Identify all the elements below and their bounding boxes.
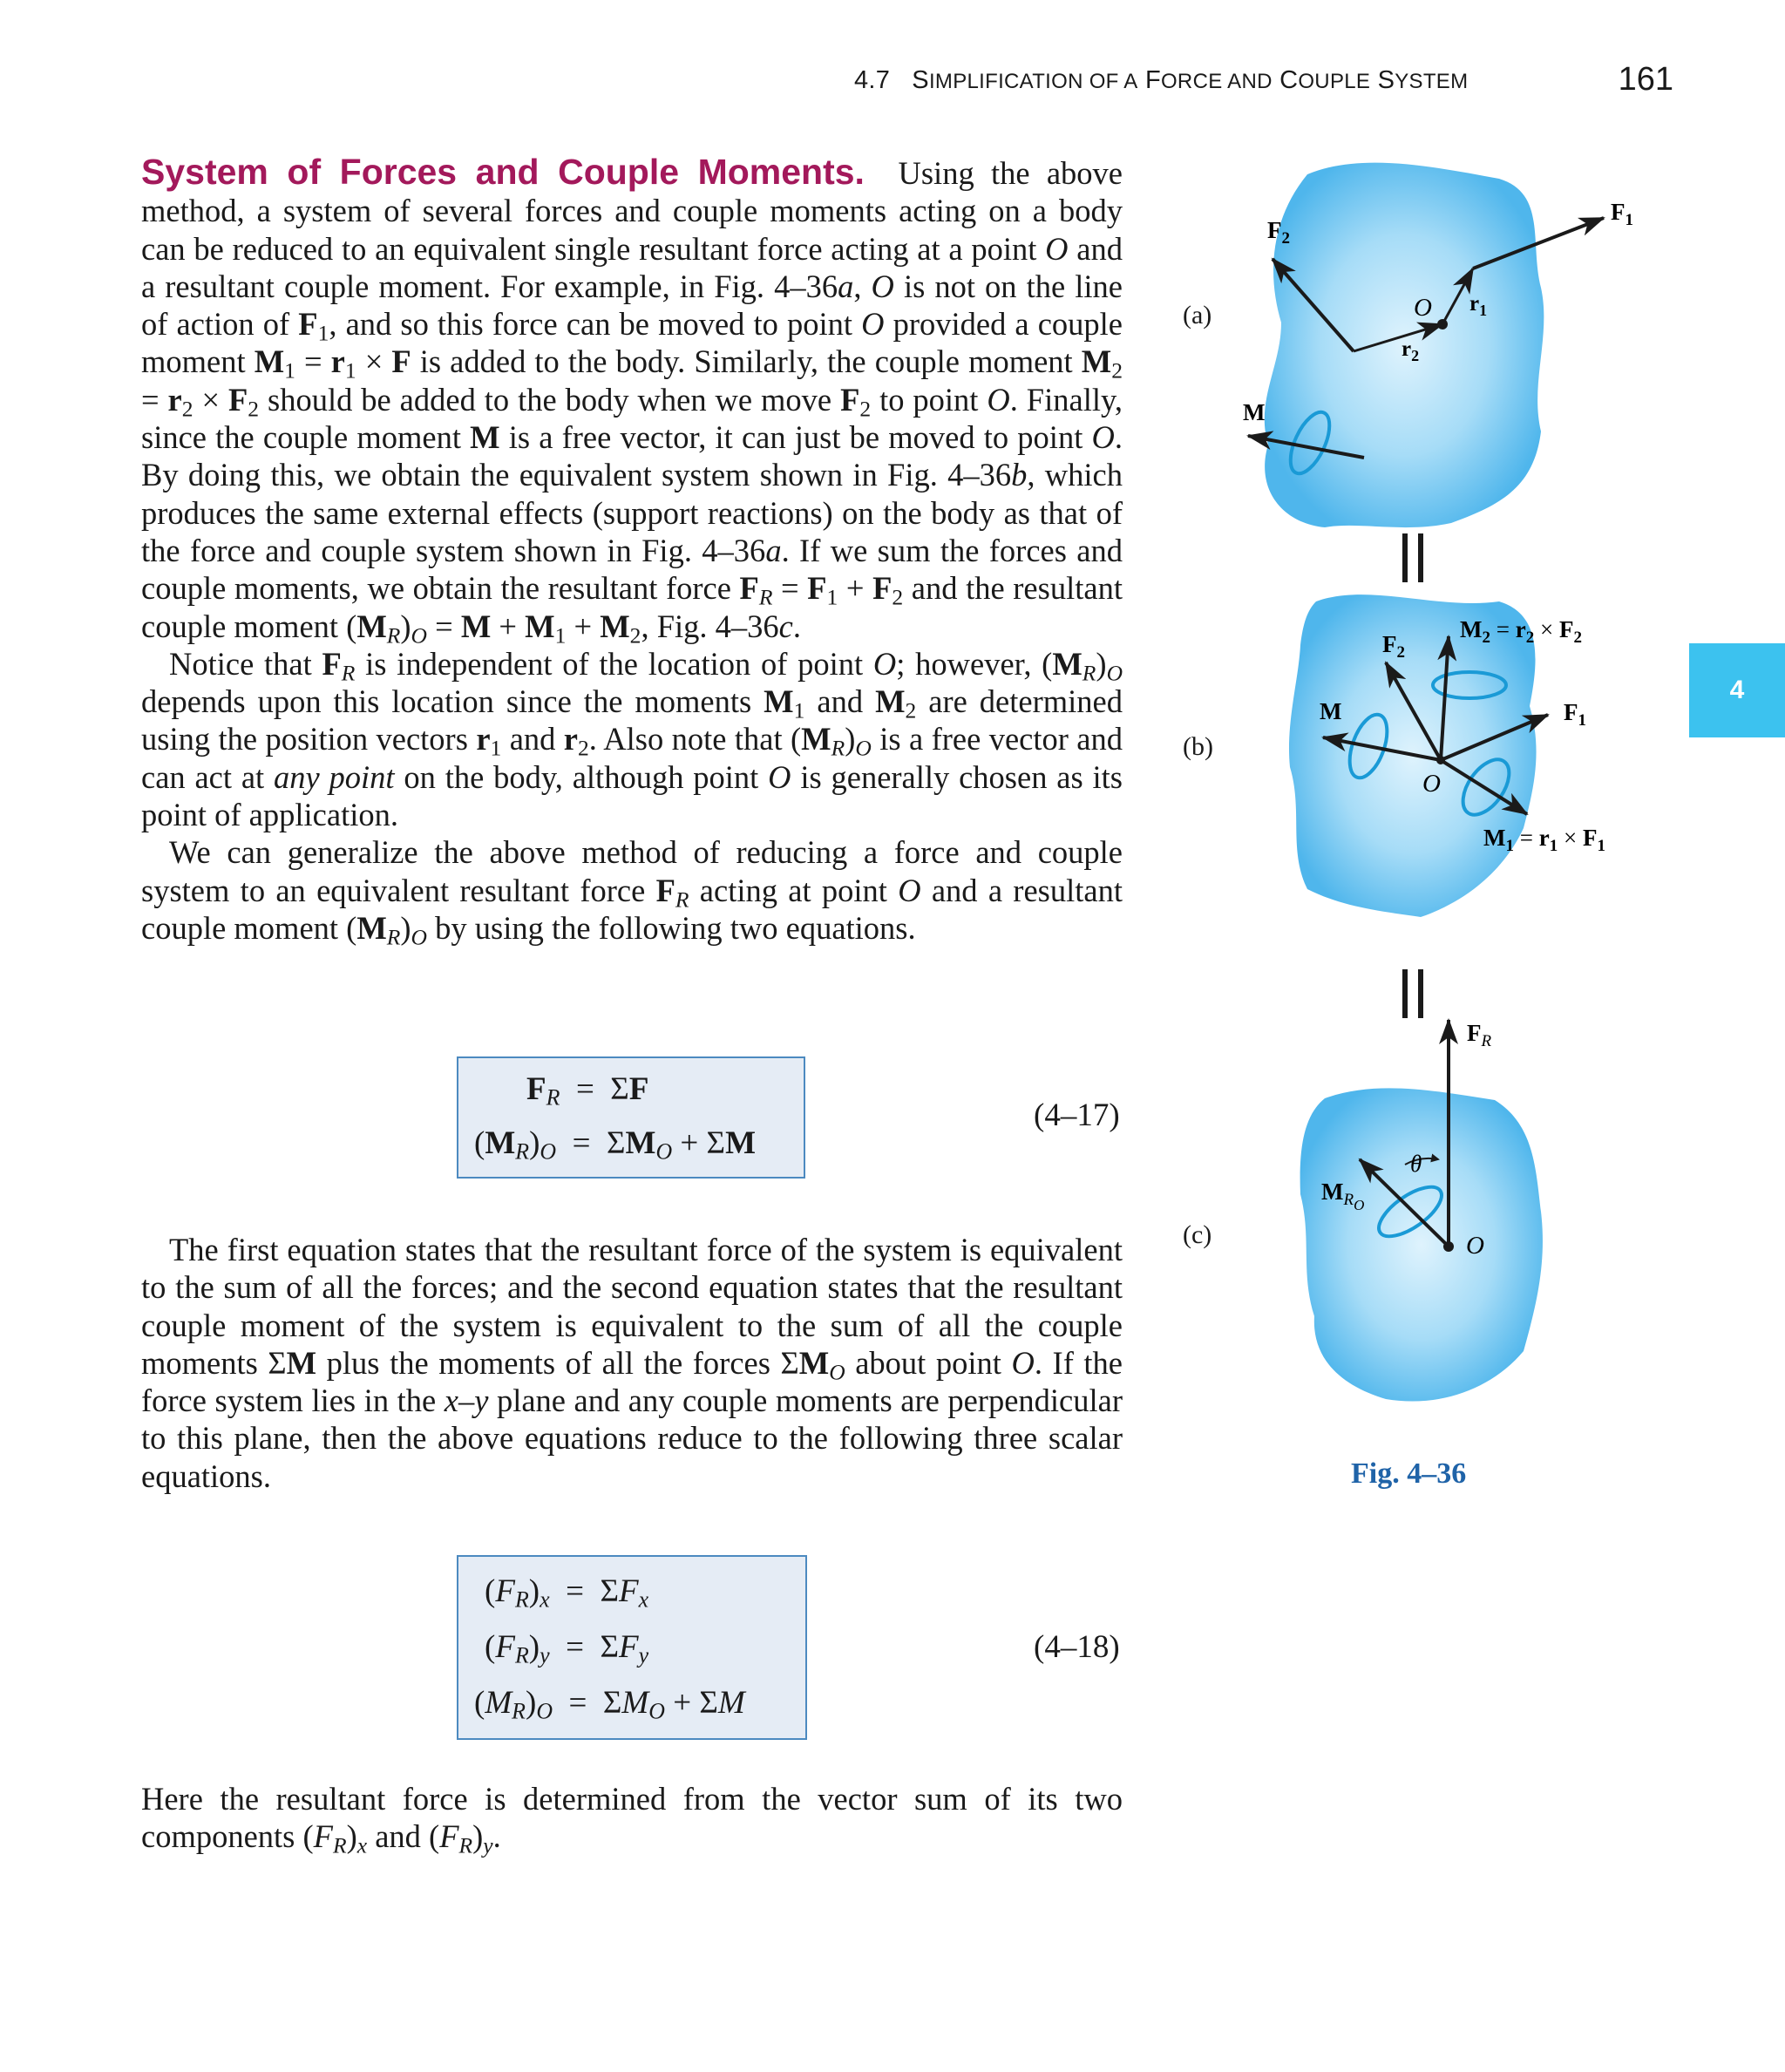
paragraph-3: We can generalize the above method of reducing a force and couple system to an equivalent resultant force $F_R$ acting at point O and a resultant couple moment $(M_R)_O$ by using the following two equations. — [141, 834, 1123, 950]
point-o-a — [1437, 319, 1448, 329]
label-mro: $M_{RO}$ — [1321, 1179, 1365, 1213]
label-m-b: M — [1320, 698, 1342, 724]
label-fr: $F_R$ — [1467, 1020, 1492, 1050]
paragraph-4: The first equation states that the resultant force of the system is equivalent to the sum of all the forces; and the second equation states that the resultant couple moment of the system is equivalent to the sum of all the couple moments ΣM plus the moments of all the forces $\Sigma M_O$ about point O. If the force system lies in the x–y plane and any couple moments are perpendicular to this plane, then the above equations reduce to the following three scalar equations. — [141, 1232, 1123, 1494]
equation-frx: $(F_R)_x = \Sigma F_x$ — [485, 1573, 649, 1613]
panel-a — [1243, 163, 1633, 527]
chapter-tab[interactable]: 4 — [1689, 643, 1785, 737]
label-f1-b: $F_1$ — [1564, 699, 1586, 730]
paragraph-5: Here the resultant force is determined from the vector sum of its two components $(F_R)_x$ and $(F_R)_y$. — [141, 1781, 1123, 1858]
equation-mro: $(M_R)_O = \Sigma M_O + \Sigma M$ — [474, 1125, 757, 1165]
section-heading: System of Forces and Couple Moments. — [141, 152, 865, 192]
equation-fry: $(F_R)_y = \Sigma F_y$ — [485, 1629, 649, 1668]
paragraph-1: System of Forces and Couple Moments. Using the above method, a system of several forces and couple moments acting on a body can be reduced to an equivalent single resultant force acting at a point O and a resultant couple moment. For example, in Fig. 4–36a, O is not on the line of action of $F_1$, and so this force can be moved to point O provided a couple moment $M_1 = r_1 \times F$ is added to the body. Similarly, the couple moment $M_2 = r_2 \times F_2$ should be added to the body when we move $F_2$ to point O. Finally, since the couple moment M is a free vector, it can just be moved to point O. By doing this, we obtain the equivalent system shown in Fig. 4–36b, which produces the same external effects (support reactions) on the body as that of the force and couple system shown in Fig. 4–36a. If we sum the forces and couple moments, we obtain the resultant force $F_R = F_1 + F_2$ and the resultant couple moment $(M_R)_O = M + M_1 + M_2$, Fig. 4–36c. — [141, 152, 1123, 648]
panel-label-a: (a) — [1183, 301, 1212, 329]
running-header-title: 4.7 SIMPLIFICATION OF A FORCE AND COUPLE SYSTEM — [854, 66, 1469, 94]
equals-ab — [1405, 533, 1421, 582]
equation-number-4-18: (4–18) — [1034, 1629, 1120, 1665]
body-blob-c — [1300, 1088, 1543, 1401]
page-number: 161 — [1618, 61, 1673, 98]
label-o-b: O — [1422, 770, 1441, 798]
label-r2: $r_2$ — [1402, 337, 1420, 364]
paragraph-2: Notice that $F_R$ is independent of the location of point O; however, $(M_R)_O$ depends upon this location since the moments $M_1$ and $M_2$ are determined using the position vectors $r_1$ and $r_2$. Also note that $(M_R)_O$ is a free vector and can act at any point on the body, although point O is generally chosen as its point of application. — [141, 645, 1123, 833]
label-f2-a: $F_2$ — [1267, 217, 1290, 248]
point-o-b — [1436, 756, 1445, 764]
figure-caption: Fig. 4–36 — [1351, 1457, 1467, 1490]
label-f2-b: $F_2$ — [1382, 631, 1405, 662]
panel-b — [1289, 594, 1605, 917]
label-m1-eq: $M_1 = r_1 \times F_1$ — [1483, 825, 1605, 855]
label-f1-a: $F_1$ — [1611, 199, 1633, 229]
point-o-c — [1443, 1241, 1454, 1252]
label-o-c: O — [1466, 1232, 1484, 1260]
equals-bc — [1405, 969, 1421, 1018]
panel-label-b: (b) — [1183, 732, 1213, 761]
equation-mro-scalar: $(M_R)_O = \Sigma M_O + \Sigma M$ — [474, 1685, 745, 1724]
equation-number-4-17: (4–17) — [1034, 1097, 1120, 1133]
equation-fr: $F_R = \Sigma F$ — [526, 1071, 649, 1111]
panel-c — [1300, 1020, 1543, 1402]
label-o-a: O — [1414, 294, 1432, 322]
label-m-a: M — [1243, 399, 1266, 425]
label-theta: θ — [1410, 1151, 1422, 1177]
panel-label-c: (c) — [1183, 1220, 1212, 1249]
label-m2-eq: $M_2 = r_2 \times F_2$ — [1460, 616, 1582, 647]
label-r1: $r_1$ — [1469, 292, 1488, 319]
